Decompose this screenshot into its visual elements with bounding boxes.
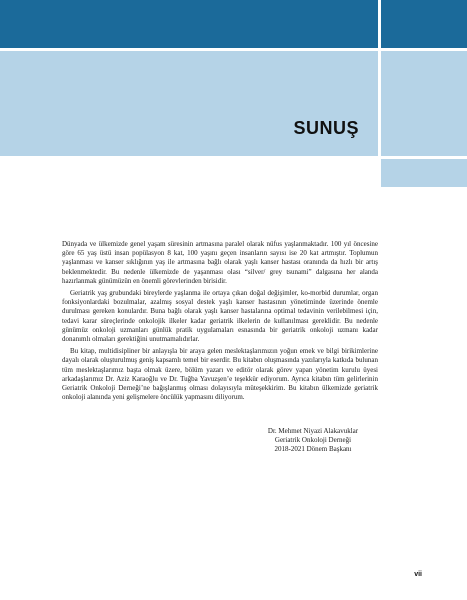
header-band-dark — [0, 0, 378, 48]
paragraph: Dünyada ve ülkemizde genel yaşam süresinin artmasına paralel olarak nüfus yaşlanmaktadır. 100 yıl öncesine göre 65 yaş üstü insan popülasyon 8 kat, 100 yaşını geçen insanların sayısı ise 20 kat artmıştır. Toplumun yaşlanması ve kanser sıklığının yaş ile artmasına bağlı olarak yaşlı kanser hastası oranında da hızlı bir artış beklenmektedir. Bu nedenle ülkemizde de yaşanması olası “silver/ grey tsunami” dalgasına her alanda hazırlanmak günümüzün en önemli görevlerinden birisidir. — [62, 240, 378, 285]
header-band-light — [0, 51, 378, 156]
signature-name: Dr. Mehmet Niyazi Alakavuklar — [267, 427, 359, 435]
page-number: vii — [414, 571, 422, 578]
page-title: SUNUŞ — [293, 118, 359, 138]
paragraph: Bu kitap, multidisipliner bir anlayışla bir araya gelen meslektaşlarımızın yoğun emek ve bilgi birikimlerine dayalı olarak oluşturulmuş geniş kapsamlı temel bir eserdir. Bu kitabın oluşmasında yazılarıyla katkıda bulunan tüm meslektaşlarımız başta olmak üzere, bölüm yazarı ve editör olarak görev yapan yönetim kurulu üyesi arkadaşlarımız Dr. Aziz Karaoğlu ve Dr. Tuğba Yavuzşen’e teşekkür ediyorum. Ayrıca kitabın tüm gelirlerinin Geriatrik Onkoloji Derneği’ne bağışlanmış olması dolayısıyla müteşekkirim. Bu kitabın ülkemizde geriatrik onkoloji alanında yeni gelişmelere öncülük yapmasını diliyorum. — [62, 347, 378, 402]
paragraph: Geriatrik yaş grubundaki bireylerde yaşlanma ile ortaya çıkan doğal değişimler, ko-morbid durumlar, organ fonksiyonlardaki bozulmalar, azalmış sosyal destek yaşlı kanser hastasının yönetiminde üzerinde önemle durulması gereken konulardır. Buna bağlı olarak yaşlı kanser hastalarına optimal tedavinin verilebilmesi için, tedavi karar süreçlerinde onkolojik ilkeler kadar geriatrik ilkelerin de kullanılması gereklidir. Bu nedenle günümüz onkoloji uzmanları günlük pratik uygulamaları esnasında bir geriatrik onkoloji uzmanı kadar donanımlı olmaları gerektiğini unutmamalıdırlar. — [62, 289, 378, 344]
signature-block — [238, 427, 388, 455]
header-band-dark-right — [381, 0, 467, 48]
signature-term: 2018-2021 Dönem Başkanı — [274, 445, 352, 454]
body-text — [62, 240, 378, 405]
header-band-light-right — [381, 51, 467, 156]
header-band-light-tab — [381, 159, 467, 187]
signature-organization: Geriatrik Onkoloji Derneği — [274, 436, 352, 445]
